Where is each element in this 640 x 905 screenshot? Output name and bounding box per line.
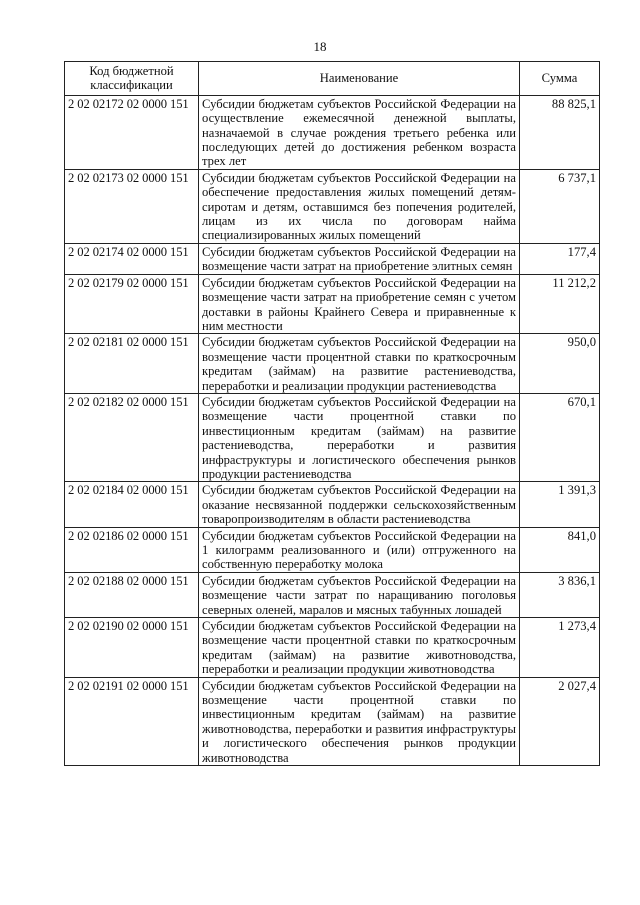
- table-row: [65, 334, 600, 394]
- row-code: 2 02 02173 02 0000 151: [65, 169, 199, 243]
- row-name: Субсидии бюджетам субъектов Российской Федерации на возмещение части затрат на приобретение семян с учетом доставки в районы Крайнего Севера и приравненные к ним местности: [199, 274, 520, 334]
- table-row: [65, 572, 600, 617]
- table-row: [65, 274, 600, 334]
- row-name: Субсидии бюджетам субъектов Российской Федерации на возмещение части затрат на приобретение элитных семян: [199, 243, 520, 274]
- page-number: 18: [313, 39, 327, 54]
- row-code: 2 02 02182 02 0000 151: [65, 393, 199, 481]
- row-sum: 177,4: [520, 243, 600, 274]
- budget-table: [64, 61, 600, 766]
- table-row: [65, 95, 600, 169]
- row-sum: 6 737,1: [520, 169, 600, 243]
- row-name: Субсидии бюджетам субъектов Российской Федерации на обеспечение предоставления жилых помещений детям-сиротам и детям, оставшимся без попечения родителей, лицам из их числа по договорам найма специализированных жилых помещений: [199, 169, 520, 243]
- row-sum: 1 391,3: [520, 482, 600, 527]
- table-row: [65, 527, 600, 572]
- row-code: 2 02 02191 02 0000 151: [65, 677, 199, 765]
- row-name: Субсидии бюджетам субъектов Российской Федерации на осуществление ежемесячной денежной выплаты, назначаемой в случае рождения третьего ребенка или последующих детей до достижения ребенком возраста трех лет: [199, 95, 520, 169]
- row-sum: 3 836,1: [520, 572, 600, 617]
- header-code: Код бюджетной классификации: [65, 62, 199, 96]
- table-row: [65, 482, 600, 527]
- row-name: Субсидии бюджетам субъектов Российской Федерации на возмещение части процентной ставки по инвестиционным кредитам (займам) на развитие растениеводства, переработки и развития инфраструктуры и логистического обеспечения рынков продукции растениеводства: [199, 393, 520, 481]
- row-name: Субсидии бюджетам субъектов Российской Федерации на возмещение части затрат по наращиванию поголовья северных оленей, маралов и мясных табунных лошадей: [199, 572, 520, 617]
- header-name: Наименование: [199, 62, 520, 96]
- row-code: 2 02 02184 02 0000 151: [65, 482, 199, 527]
- table-row: [65, 393, 600, 481]
- table-header-row: [65, 62, 600, 96]
- row-code: 2 02 02188 02 0000 151: [65, 572, 199, 617]
- row-name: Субсидии бюджетам субъектов Российской Федерации на возмещение части процентной ставки по краткосрочным кредитам (займам) на развитие животноводства, переработки и реализации продукции животноводства: [199, 618, 520, 678]
- row-code: 2 02 02190 02 0000 151: [65, 618, 199, 678]
- table-row: [65, 618, 600, 678]
- row-code: 2 02 02174 02 0000 151: [65, 243, 199, 274]
- row-sum: 2 027,4: [520, 677, 600, 765]
- row-sum: 11 212,2: [520, 274, 600, 334]
- row-code: 2 02 02179 02 0000 151: [65, 274, 199, 334]
- header-sum: Сумма: [520, 62, 600, 96]
- row-name: Субсидии бюджетам субъектов Российской Федерации на 1 килограмм реализованного и (или) отгруженного на собственную переработку молока: [199, 527, 520, 572]
- row-sum: 950,0: [520, 334, 600, 394]
- table-row: [65, 677, 600, 765]
- row-name: Субсидии бюджетам субъектов Российской Федерации на возмещение части процентной ставки по краткосрочным кредитам (займам) на развитие растениеводства, переработки и реализации продукции растениеводства: [199, 334, 520, 394]
- row-sum: 88 825,1: [520, 95, 600, 169]
- row-sum: 841,0: [520, 527, 600, 572]
- table-row: [65, 243, 600, 274]
- row-name: Субсидии бюджетам субъектов Российской Федерации на возмещение части процентной ставки по инвестиционным кредитам (займам) на развитие животноводства, переработки и развития инфраструктуры и логистического обеспечения рынков продукции животноводства: [199, 677, 520, 765]
- row-name: Субсидии бюджетам субъектов Российской Федерации на оказание несвязанной поддержки сельскохозяйственным товаропроизводителям в области растениеводства: [199, 482, 520, 527]
- row-code: 2 02 02186 02 0000 151: [65, 527, 199, 572]
- row-code: 2 02 02181 02 0000 151: [65, 334, 199, 394]
- row-sum: 670,1: [520, 393, 600, 481]
- row-sum: 1 273,4: [520, 618, 600, 678]
- row-code: 2 02 02172 02 0000 151: [65, 95, 199, 169]
- table-row: [65, 169, 600, 243]
